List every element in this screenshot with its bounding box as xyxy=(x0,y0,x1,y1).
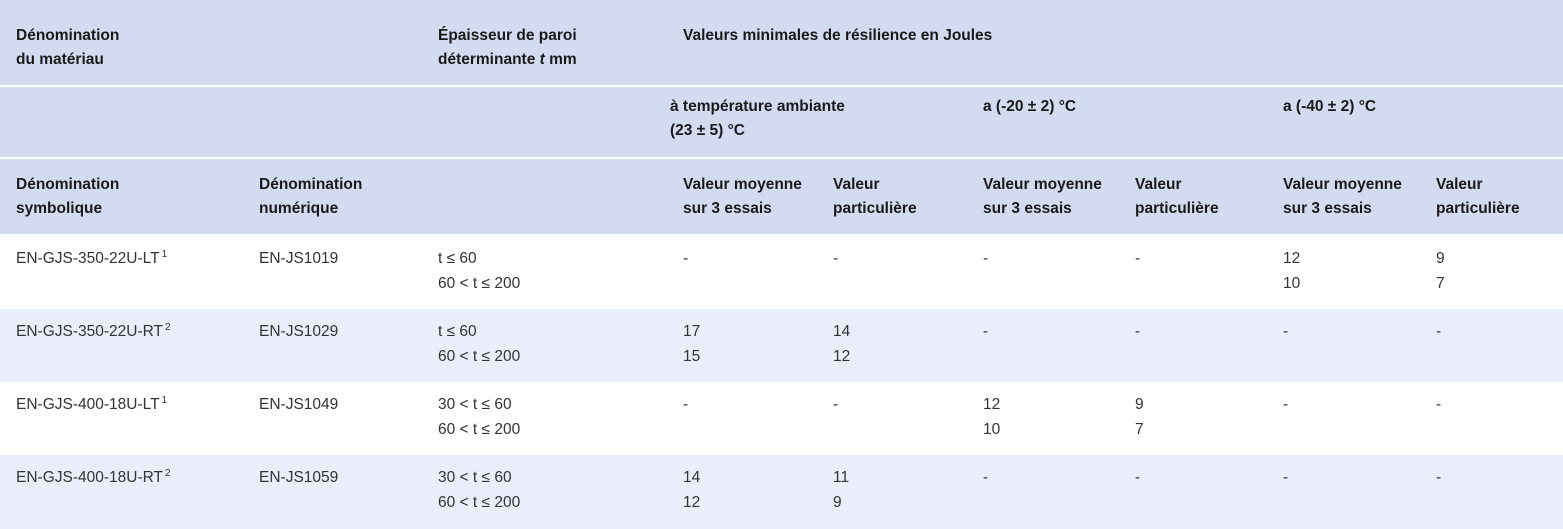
header-material-line1: Dénomination xyxy=(16,27,120,44)
header-thickness xyxy=(438,24,577,72)
cell-thickness xyxy=(426,392,520,442)
header-m40-single-line2: particulière xyxy=(1436,200,1520,217)
thickness-line2: 60 < t ≤ 200 xyxy=(438,421,521,438)
header-amb-mean-line1: Valeur moyenne xyxy=(683,176,802,193)
amb-single-v1: - xyxy=(833,396,839,413)
header-amb-single-line2: particulière xyxy=(833,200,917,217)
cell-m40-single xyxy=(1436,392,1441,417)
cell-thickness xyxy=(426,465,520,515)
amb-mean-v1: - xyxy=(683,250,689,267)
thickness-line1: 30 < t ≤ 60 xyxy=(438,469,512,486)
thickness-line1: 30 < t ≤ 60 xyxy=(438,396,512,413)
amb-mean-v2: 12 xyxy=(683,494,701,511)
cell-amb-single xyxy=(833,392,838,417)
amb-mean-v1: 14 xyxy=(683,469,701,486)
header-symbolic xyxy=(16,173,119,221)
amb-single-v2: 9 xyxy=(833,494,842,511)
amb-mean-v1: 17 xyxy=(683,323,701,340)
thickness-line2: 60 < t ≤ 200 xyxy=(438,348,521,365)
cell-amb-single xyxy=(833,246,838,271)
symbolic-text: EN-GJS-400-18U-RT xyxy=(16,469,164,486)
table-row xyxy=(0,309,1563,382)
m40-mean-v2: 10 xyxy=(1283,275,1301,292)
cell-m40-mean xyxy=(1283,465,1288,490)
cell-symbolic xyxy=(16,246,167,271)
footnote-marker: 1 xyxy=(161,248,168,260)
symbolic-text: EN-GJS-350-22U-RT xyxy=(16,323,164,340)
m20-single-v1: - xyxy=(1135,469,1141,486)
cell-m20-single xyxy=(1135,319,1140,344)
header-symbolic-line1: Dénomination xyxy=(16,176,120,193)
header-ambient-line2: (23 ± 5) °C xyxy=(670,122,746,139)
cell-m20-single xyxy=(1135,246,1140,271)
cell-m20-single xyxy=(1135,392,1144,442)
header-thickness-pre: déterminante xyxy=(438,51,540,68)
header-m20-mean-line2: sur 3 essais xyxy=(983,200,1072,217)
cell-m20-mean xyxy=(983,465,988,490)
cell-m40-mean xyxy=(1283,319,1288,344)
header-ambient-line1: à température ambiante xyxy=(670,98,845,115)
m20-mean-v1: 12 xyxy=(983,396,1001,413)
m40-single-v1: - xyxy=(1436,469,1442,486)
header-amb-single xyxy=(833,173,917,221)
cell-numeric: EN-JS1029 xyxy=(259,323,339,340)
m20-mean-v1: - xyxy=(983,323,989,340)
cell-thickness xyxy=(426,319,520,369)
thickness-line2: 60 < t ≤ 200 xyxy=(438,494,521,511)
cell-numeric: EN-JS1059 xyxy=(259,469,339,486)
header-m40-single xyxy=(1436,173,1520,221)
m20-mean-v1: - xyxy=(983,469,989,486)
cell-amb-single xyxy=(833,319,850,369)
header-resilience: Valeurs minimales de résilience en Joules xyxy=(683,27,993,44)
m40-single-v1: - xyxy=(1436,396,1442,413)
header-material-line2: du matériau xyxy=(16,51,104,68)
cell-m20-single xyxy=(1135,465,1140,490)
m20-single-v1: 9 xyxy=(1135,396,1144,413)
header-thickness-post: mm xyxy=(544,51,577,68)
cell-m20-mean xyxy=(983,246,988,271)
header-m40-mean-line2: sur 3 essais xyxy=(1283,200,1372,217)
m40-mean-v1: - xyxy=(1283,323,1289,340)
cell-numeric: EN-JS1019 xyxy=(259,250,339,267)
header-thickness-line2 xyxy=(438,48,577,72)
m40-mean-v1: 12 xyxy=(1283,250,1301,267)
cell-amb-mean xyxy=(683,319,700,369)
header-amb-mean-line2: sur 3 essais xyxy=(683,200,772,217)
m20-mean-v2: 10 xyxy=(983,421,1001,438)
m20-single-v1: - xyxy=(1135,323,1141,340)
header-m40-mean-line1: Valeur moyenne xyxy=(1283,176,1402,193)
header-amb-mean xyxy=(683,173,802,221)
header-numeric-line2: numérique xyxy=(259,200,339,217)
thickness-line1: t ≤ 60 xyxy=(438,323,477,340)
header-row-1 xyxy=(0,0,1563,87)
amb-mean-v1: - xyxy=(683,396,689,413)
header-numeric-line1: Dénomination xyxy=(259,176,363,193)
table-row xyxy=(0,455,1563,529)
header-m20-single xyxy=(1135,173,1219,221)
cell-amb-mean xyxy=(683,392,688,417)
cell-m40-single xyxy=(1436,465,1441,490)
cell-amb-single xyxy=(833,465,849,515)
footnote-marker: 2 xyxy=(165,321,171,333)
header-m20-single-line2: particulière xyxy=(1135,200,1219,217)
header-m20-single-line1: Valeur xyxy=(1135,176,1182,193)
cell-symbolic xyxy=(16,319,171,344)
symbolic-text: EN-GJS-400-18U-LT xyxy=(16,396,160,413)
header-thickness-line1: Épaisseur de paroi xyxy=(438,27,577,44)
m40-mean-v1: - xyxy=(1283,469,1289,486)
header-ambient xyxy=(670,95,845,143)
cell-m40-single xyxy=(1436,319,1441,344)
cell-thickness xyxy=(426,246,520,296)
amb-single-v1: - xyxy=(833,250,839,267)
footnote-marker: 2 xyxy=(165,467,171,479)
cell-amb-mean xyxy=(683,246,688,271)
m20-single-v1: - xyxy=(1135,250,1141,267)
header-row-2 xyxy=(0,87,1563,159)
header-m20-mean-line1: Valeur moyenne xyxy=(983,176,1102,193)
m20-mean-v1: - xyxy=(983,250,989,267)
header-m20-mean xyxy=(983,173,1102,221)
cell-symbolic xyxy=(16,465,171,490)
table-row xyxy=(0,382,1563,455)
cell-amb-mean xyxy=(683,465,700,515)
cell-m40-single xyxy=(1436,246,1445,296)
cell-m20-mean xyxy=(983,319,988,344)
header-minus40: a (-40 ± 2) °C xyxy=(1283,98,1377,115)
m40-single-v2: 7 xyxy=(1436,275,1445,292)
m40-mean-v1: - xyxy=(1283,396,1289,413)
thickness-line1: t ≤ 60 xyxy=(438,250,477,267)
cell-m20-mean xyxy=(983,392,1000,442)
header-numeric xyxy=(259,173,362,221)
amb-single-v1: 14 xyxy=(833,323,851,340)
header-material xyxy=(16,24,119,72)
cell-symbolic xyxy=(16,392,167,417)
thickness-line2: 60 < t ≤ 200 xyxy=(438,275,521,292)
m40-single-v1: 9 xyxy=(1436,250,1445,267)
cell-m40-mean xyxy=(1283,246,1300,296)
amb-single-v1: 11 xyxy=(833,469,850,486)
amb-single-v2: 12 xyxy=(833,348,851,365)
cell-m40-mean xyxy=(1283,392,1288,417)
m20-single-v2: 7 xyxy=(1135,421,1144,438)
header-thickness-t: t xyxy=(539,51,545,68)
header-amb-single-line1: Valeur xyxy=(833,176,880,193)
symbolic-text: EN-GJS-350-22U-LT xyxy=(16,250,160,267)
header-m40-single-line1: Valeur xyxy=(1436,176,1483,193)
m40-single-v1: - xyxy=(1436,323,1442,340)
header-symbolic-line2: symbolique xyxy=(16,200,103,217)
header-m40-mean xyxy=(1283,173,1402,221)
table-row xyxy=(0,236,1563,309)
footnote-marker: 1 xyxy=(161,394,168,406)
amb-mean-v2: 15 xyxy=(683,348,701,365)
header-minus20: a (-20 ± 2) °C xyxy=(983,98,1077,115)
header-row-3 xyxy=(0,159,1563,236)
cell-numeric: EN-JS1049 xyxy=(259,396,339,413)
